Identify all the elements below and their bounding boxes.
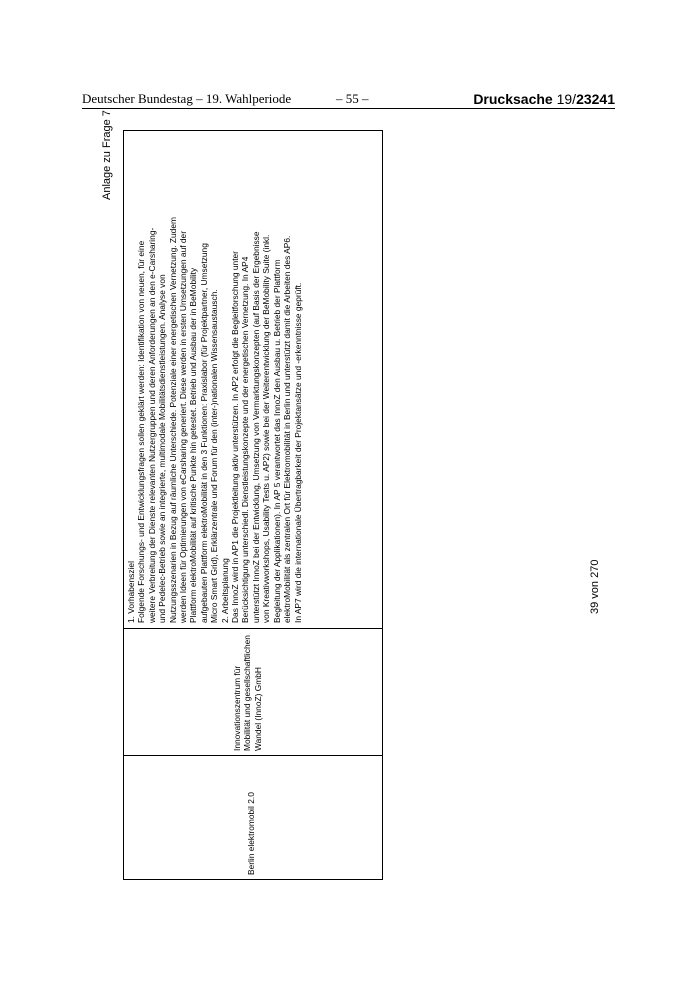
page-counter: 39 von 270: [589, 559, 601, 614]
description-line: Das InnoZ wird in AP1 die Projektleitung aktiv unterstützen. In AP2 erfolgt die Begleitforschung unter: [230, 251, 241, 623]
description-line: weitere Verbreitung der Dienste relevanten Nutzergruppen und deren Anforderungen an den e-Carsharing-: [146, 227, 157, 623]
header-title: Deutscher Bundestag – 19. Wahlperiode: [82, 91, 292, 106]
drucksache-label: Drucksache: [473, 91, 553, 107]
description-line: unterstützt InnoZ bei der Entwicklung, Umsetzung von Vermarktungskonzepten (auf Basis der Ergebnisse: [250, 231, 261, 623]
document-number-suffix: 23241: [576, 91, 615, 107]
column-divider: [124, 755, 382, 756]
description-line: 1. Vorhabensziel: [126, 561, 136, 623]
description-line: werden Ideen für Optimierungen von eCarsharing generiert. Diese werden in ersten Umsetzungen auf der: [178, 231, 189, 623]
description-line: Micro Smart Grid), Erklärzentrale und Forum für den (inter-)nationalen Wissensaustausch.: [209, 289, 220, 623]
description-line: von Kreativworkshops, Usability Tests u. AP2) sowie bei der Weiterentwicklung der BeMobility Suite (inkl.: [261, 234, 272, 623]
project-name-cell: Berlin elektromobil 2.0: [246, 792, 256, 875]
annex-label: Anlage zu Frage 7: [101, 110, 113, 200]
document-number-prefix: 19/: [556, 91, 577, 107]
header-rule: [82, 108, 615, 109]
description-line: Berücksichtigung unterschiedl. Dienstleistungskonzepte und der energetischen Vernetzung. In AP4: [240, 256, 251, 623]
description-line: Begleitung der Applikationen). In AP 5 verantwortet das InnoZ den Ausbau u. Betrieb der Plattform: [271, 259, 282, 623]
header-page-number: – 55 –: [336, 91, 369, 106]
description-line: aufgebauten Plattform elektroMobilität in den 3 Funktionen: Praxislabor (für Projektpartner, Umsetzung: [198, 243, 209, 623]
organization-cell: Innovationszentrum für Mobilität und gesellschaftlichen Wandel (InnoZ) GmbH: [232, 635, 263, 751]
rotated-annex-page: [101, 110, 641, 904]
description-line: Nutzungsszenarien in Bezug auf räumliche Unterschiede. Potenziale einer energetischen Vernetzung. Zudem: [167, 217, 178, 623]
description-line: 2. Arbeitsplanung: [219, 558, 230, 623]
header-document-number: [473, 91, 615, 107]
description-line: Folgende Forschungs- und Entwicklungsfragen sollen geklärt werden: Identifikation von neuen, für eine: [136, 240, 147, 623]
description-line: elektroMobilität als zentralen Ort für Elektromobilität in Berlin und unterstützt damit die Arbeiten des AP6.: [282, 235, 293, 623]
description-line: Plattform elektroMobilität auf kritische Punkte hin getestet. Betrieb und Ausbau der in BeMobility: [188, 267, 199, 623]
funding-table: [123, 130, 383, 880]
description-cell: [126, 133, 303, 623]
description-line: und Pedelec-Betrieb sowie an integrierte, multimodale Mobilitätsdienstleistungen. Analyse von: [157, 274, 168, 623]
description-line: In AP7 wird die internationale Übertragbarkeit der Projektansätze und -erkenntnisse geprüft.: [292, 282, 303, 623]
column-divider: [124, 628, 382, 629]
